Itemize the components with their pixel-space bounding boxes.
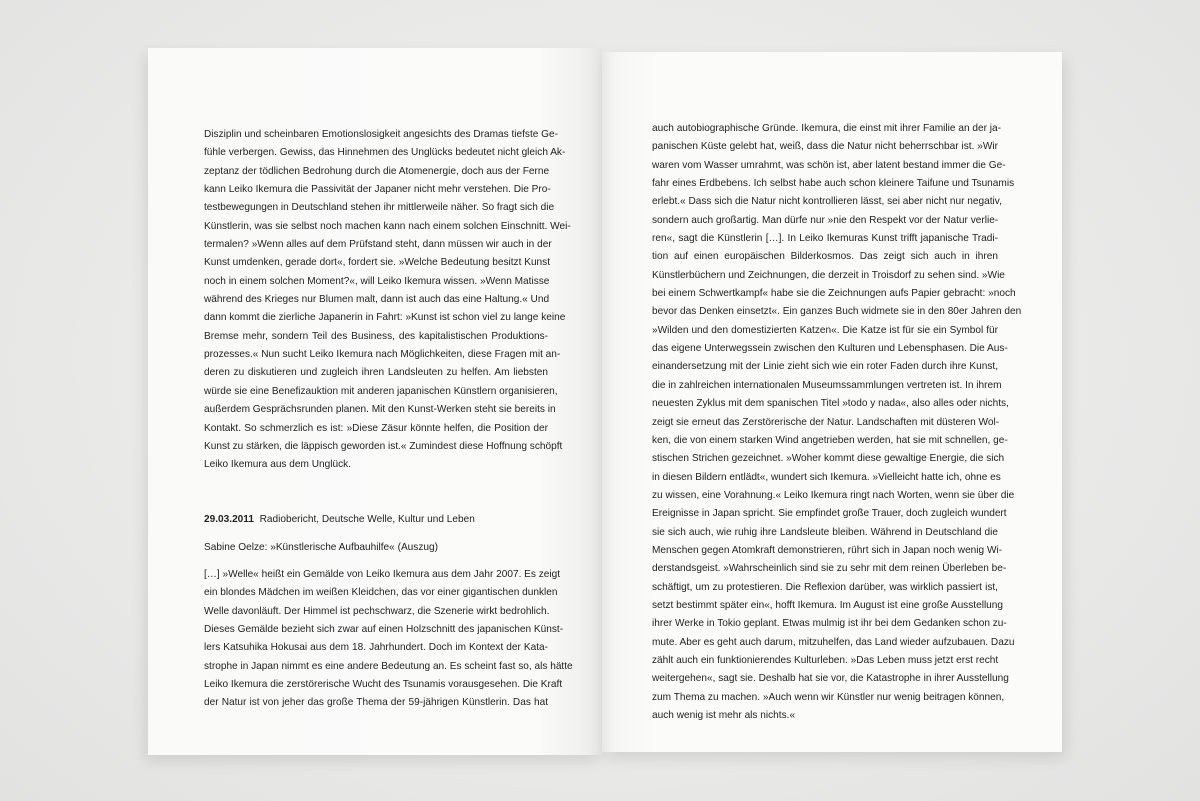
text-line: bevor das Denken einsetzt«. Ein ganzes Buch widmete sie in den 80er Jahren den [652, 306, 1022, 318]
text-line: in diesen Bildern entlädt«, wundert sich Ikemura. »Vielleicht hatte ich, ohne es [652, 471, 1001, 483]
text-line: sie sich auch, wie ruhig ihre Landsleute bleiben. Während in Deutschland die [652, 526, 998, 538]
text-line: waren vom Wasser umrahmt, was schön ist, aber latent bestand immer die Ge- [652, 159, 1006, 171]
text-line: kann Leiko Ikemura die Passivität der Japaner nicht mehr verstehen. Die Pro- [204, 184, 551, 196]
text-line: noch in einem solchen Moment?«, will Leiko Ikemura wissen. »Wenn Matisse [204, 275, 550, 287]
text-line: […] »Welle« heißt ein Gemälde von Leiko Ikemura aus dem Jahr 2007. Es zeigt [204, 568, 561, 580]
right-page-text [652, 120, 1022, 725]
left-page [148, 48, 602, 755]
text-line: Ereignisse in Japan spricht. Sie empfindet große Trauer, doch zugleich wundert [652, 508, 1007, 520]
text-line: ken, die von einem starken Wind angetrieben werden, hat sie mit schnellen, ge- [652, 434, 1008, 446]
text-line: neuesten Zyklus mit dem spanischen Titel »todo y nada«, also alles oder nichts, [652, 398, 1009, 410]
text-line: tion auf einen europäischen Bilderkosmos. Das zeigt sich auch in ihren [652, 251, 998, 263]
text-line: bei einem Schwertkampf« habe sie die Zeichnungen aufs Papier gebracht: »noch [652, 288, 1016, 300]
text-line: einandersetzung mit der Linie zieht sich wie ein roter Faden durch ihre Kunst, [652, 361, 998, 373]
text-line: weitergehen«, sagt sie. Deshalb hat sie vor, die Katastrophe in ihrer Ausstellung [652, 673, 1009, 685]
text-line: der Natur ist von jeher das große Thema der 59-jährigen Künstlerin. Das hat [204, 697, 548, 709]
text-line: auch wenig ist mehr als nichts.« [652, 710, 796, 721]
text-line: während des Krieges nur Blumen malt, dann ist auch das eine Haltung.« Und [204, 294, 550, 306]
text-line: sondern auch großartig. Man dürfe nur »nie den Respekt vor der Natur verlie- [652, 214, 999, 226]
text-line: mute. Aber es geht auch darum, mitzuhelfen, das Land wieder aufzubauen. Dazu [652, 636, 1015, 648]
text-line: »Wilden und den domestizierten Katzen«. Die Katze ist für sie ein Symbol für [652, 324, 998, 336]
text-line: Kunst umdenken, gerade dort«, fordert sie. »Welche Bedeutung besitzt Kunst [204, 257, 551, 269]
text-line: stischen Strichen gezeichnet. »Woher kommt diese gewaltige Energie, die sich [652, 453, 1005, 465]
text-line: Bremse mehr, sondern Teil des Business, des kapitalistischen Produktions- [204, 330, 548, 342]
text-line: Welle davonläuft. Der Himmel ist pechschwarz, die Szenerie wirkt bedrohlich. [204, 605, 550, 617]
text-line: zählt auch ein funktionierendes Kulturleben. »Das Leben muss jetzt erst recht [652, 654, 999, 666]
text-line: Dieses Gemälde bezieht sich zwar auf einen Holzschnitt des japanischen Künst- [204, 623, 564, 635]
text-line: das eigene Unterwegssein zwischen den Kulturen und Lebensphasen. Die Aus- [652, 343, 1008, 355]
text-line: Kunst zu stärken, die läppisch geworden ist.« Zumindest diese Hoffnung schöpft [204, 440, 563, 452]
text-line: lers Katsuhika Hokusai aus dem 18. Jahrhundert. Doch im Kontext der Kata- [204, 642, 548, 654]
text-line: fühle verbergen. Gewiss, das Hinnehmen des Unglücks bedeutet nicht gleich Ak- [204, 147, 566, 159]
text-line: strophe in Japan nimmt es eine andere Bedeutung an. Es scheint fast so, als hätte [204, 660, 573, 672]
text-line: Leiko Ikemura die zerstörerische Wucht des Tsunamis vorausgesehen. Die Kraft [204, 678, 563, 690]
text-line: termalen? »Wenn alles auf dem Prüfstand steht, dann müssen wir auch in der [204, 239, 552, 251]
text-line: ihrer Werke in Tokio geplant. Etwas mulmig ist ihr bei dem Gedanken schon zu- [652, 618, 1007, 630]
text-line: testbewegungen in Deutschland stehen ihr mittlerweile näher. So fragt sich die [204, 202, 555, 214]
text-line: zeigt sie erneut das Zerstörerische der Natur. Landschaften mit düsteren Wol- [652, 416, 1000, 428]
text-line: schäftigt, um zu protestieren. Die Reflexion darüber, was wirklich passiert ist, [652, 581, 998, 593]
text-line: prozesses.« Nun sucht Leiko Ikemura nach Möglichkeiten, diese Fragen mit an- [204, 349, 561, 361]
text-line: Menschen gegen Atomkraft demonstrieren, rührt sich in Japan noch wenig Wi- [652, 544, 1003, 556]
text-line: derstandsgeist. »Wahrscheinlich sind sie zu sehr mit dem reinen Überleben be- [652, 563, 1007, 575]
open-book [148, 48, 1062, 755]
entry-author: Sabine Oelze: »Künstlerische Aufbauhilfe« (Auszug) [204, 541, 438, 553]
entry-date: 29.03.2011 [204, 514, 254, 526]
text-line: ren«, sagt die Künstlerin […]. In Leiko Ikemuras Kunst trifft japanische Tradi- [652, 233, 998, 245]
entry-source: Radiobericht, Deutsche Welle, Kultur und Leben [259, 514, 475, 526]
text-line: ein blondes Mädchen im weißen Kleidchen, das vor einer gigantischen dunklen [204, 587, 558, 599]
text-line: außerdem Gesprächsrunden planen. Mit den Kunst-Werken steht sie bereits in [204, 404, 556, 416]
text-line: dann kommt die zierliche Japanerin in Fahrt: »Kunst ist schon viel zu lange keine [204, 312, 566, 324]
text-line: Künstlerbüchern und Zeichnungen, die derzeit in Troisdorf zu sehen sind. »Wie [652, 269, 1005, 281]
text-line: zu wissen, eine Vorahnung.« Leiko Ikemura ringt nach Worten, wenn sie über die [652, 489, 1015, 501]
text-line: setzt bestimmt später ein«, hofft Ikemura. Im August ist eine große Ausstellung [652, 599, 1004, 611]
text-line: fahr eines Erdbebens. Ich selbst habe auch schon kleinere Taifune und Tsunamis [652, 178, 1015, 190]
text-line: Künstlerin, was sie selbst noch machen kann nach einem solchen Einschnitt. Wei- [204, 220, 571, 232]
right-page [602, 52, 1062, 752]
text-line: erlebt.« Dass sich die Natur nicht kontrollieren lässt, sei aber nicht nur negativ, [652, 196, 1002, 208]
text-line: panischen Küste gelebt hat, weiß, dass die Natur nicht beherrschbar ist. »Wir [652, 141, 998, 153]
text-line: würde sie eine Benefizauktion mit anderen japanischen Künstlern organisieren, [204, 385, 558, 397]
text-line: die in zahlreichen internationalen Museumssammlungen vertreten ist. In ihrem [652, 379, 1002, 391]
text-line: Kontakt. So schmerzlich es ist: »Diese Zäsur könnte helfen, die Position der [204, 422, 548, 434]
text-line: Disziplin und scheinbaren Emotionslosigkeit angesichts des Dramas tiefste Ge- [204, 129, 559, 140]
text-line: deren zu diskutieren und zugleich ihren Landsleuten zu helfen. Am liebsten [204, 367, 548, 379]
text-line: auch autobiographische Gründe. Ikemura, die einst mit ihrer Familie an der ja- [652, 123, 1001, 134]
text-line: zeptanz der tödlichen Bedrohung durch die Atomenergie, doch aus der Ferne [204, 165, 550, 177]
entry-heading [204, 511, 548, 529]
left-page-text [204, 126, 573, 713]
text-line: zum Thema zu machen. »Auch wenn wir Künstler nur wenig beitragen können, [652, 691, 1005, 703]
text-line: Leiko Ikemura aus dem Unglück. [204, 459, 351, 471]
